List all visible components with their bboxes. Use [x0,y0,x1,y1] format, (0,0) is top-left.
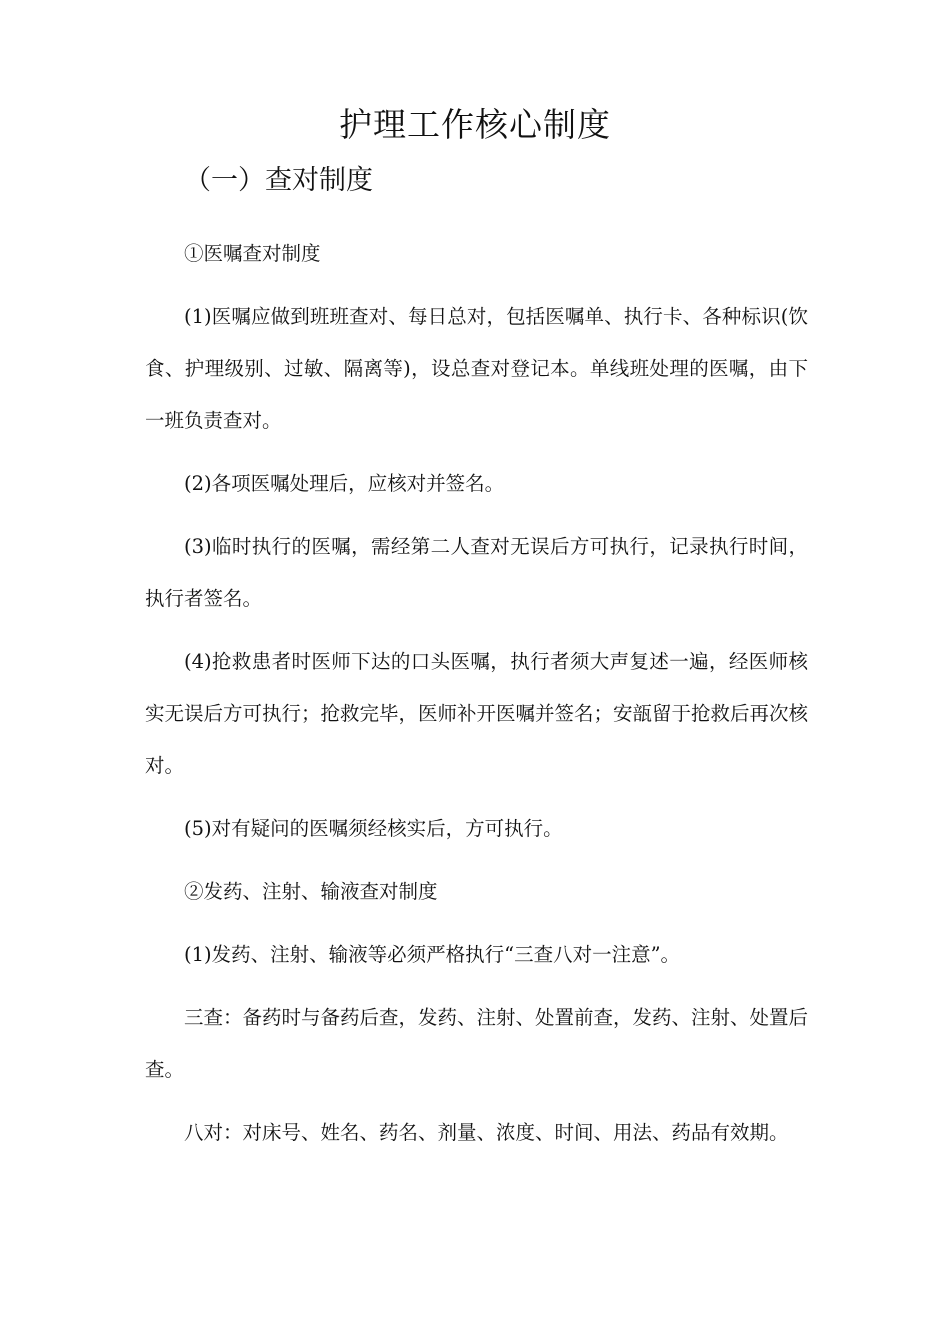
paragraph: (3)临时执行的医嘱，需经第二人查对无误后方可执行，记录执行时间，执行者签名。 [145,535,808,610]
paragraph: (1)医嘱应做到班班查对、每日总对，包括医嘱单、执行卡、各种标识(饮食、护理级别、过敏、隔离等)，设总查对登记本。单线班处理的医嘱，由下一班负责查对。 [145,305,808,432]
paragraph: (2)各项医嘱处理后，应核对并签名。 [184,472,505,495]
subsection-heading-medication-check: ②发药、注射、输液查对制度 [184,880,438,903]
document-body [145,228,808,1170]
subsection-heading-order-check: ①医嘱查对制度 [184,242,321,265]
paragraph: (1)发药、注射、输液等必须严格执行“三查八对一注意”。 [184,943,681,966]
section-heading: （一）查对制度 [184,165,373,196]
paragraph: (4)抢救患者时医师下达的口头医嘱，执行者须大声复述一遍，经医师核实无误后方可执行；抢救完毕，医师补开医嘱并签名；安瓿留于抢救后再次核对。 [145,650,809,777]
paragraph: 八对：对床号、姓名、药名、剂量、浓度、时间、用法、药品有效期。 [184,1121,789,1144]
paragraph: 三查：备药时与备药后查，发药、注射、处置前查，发药、注射、处置后查。 [145,1006,809,1081]
document-title: 护理工作核心制度 [339,105,611,144]
paragraph: (5)对有疑问的医嘱须经核实后，方可执行。 [184,817,563,840]
